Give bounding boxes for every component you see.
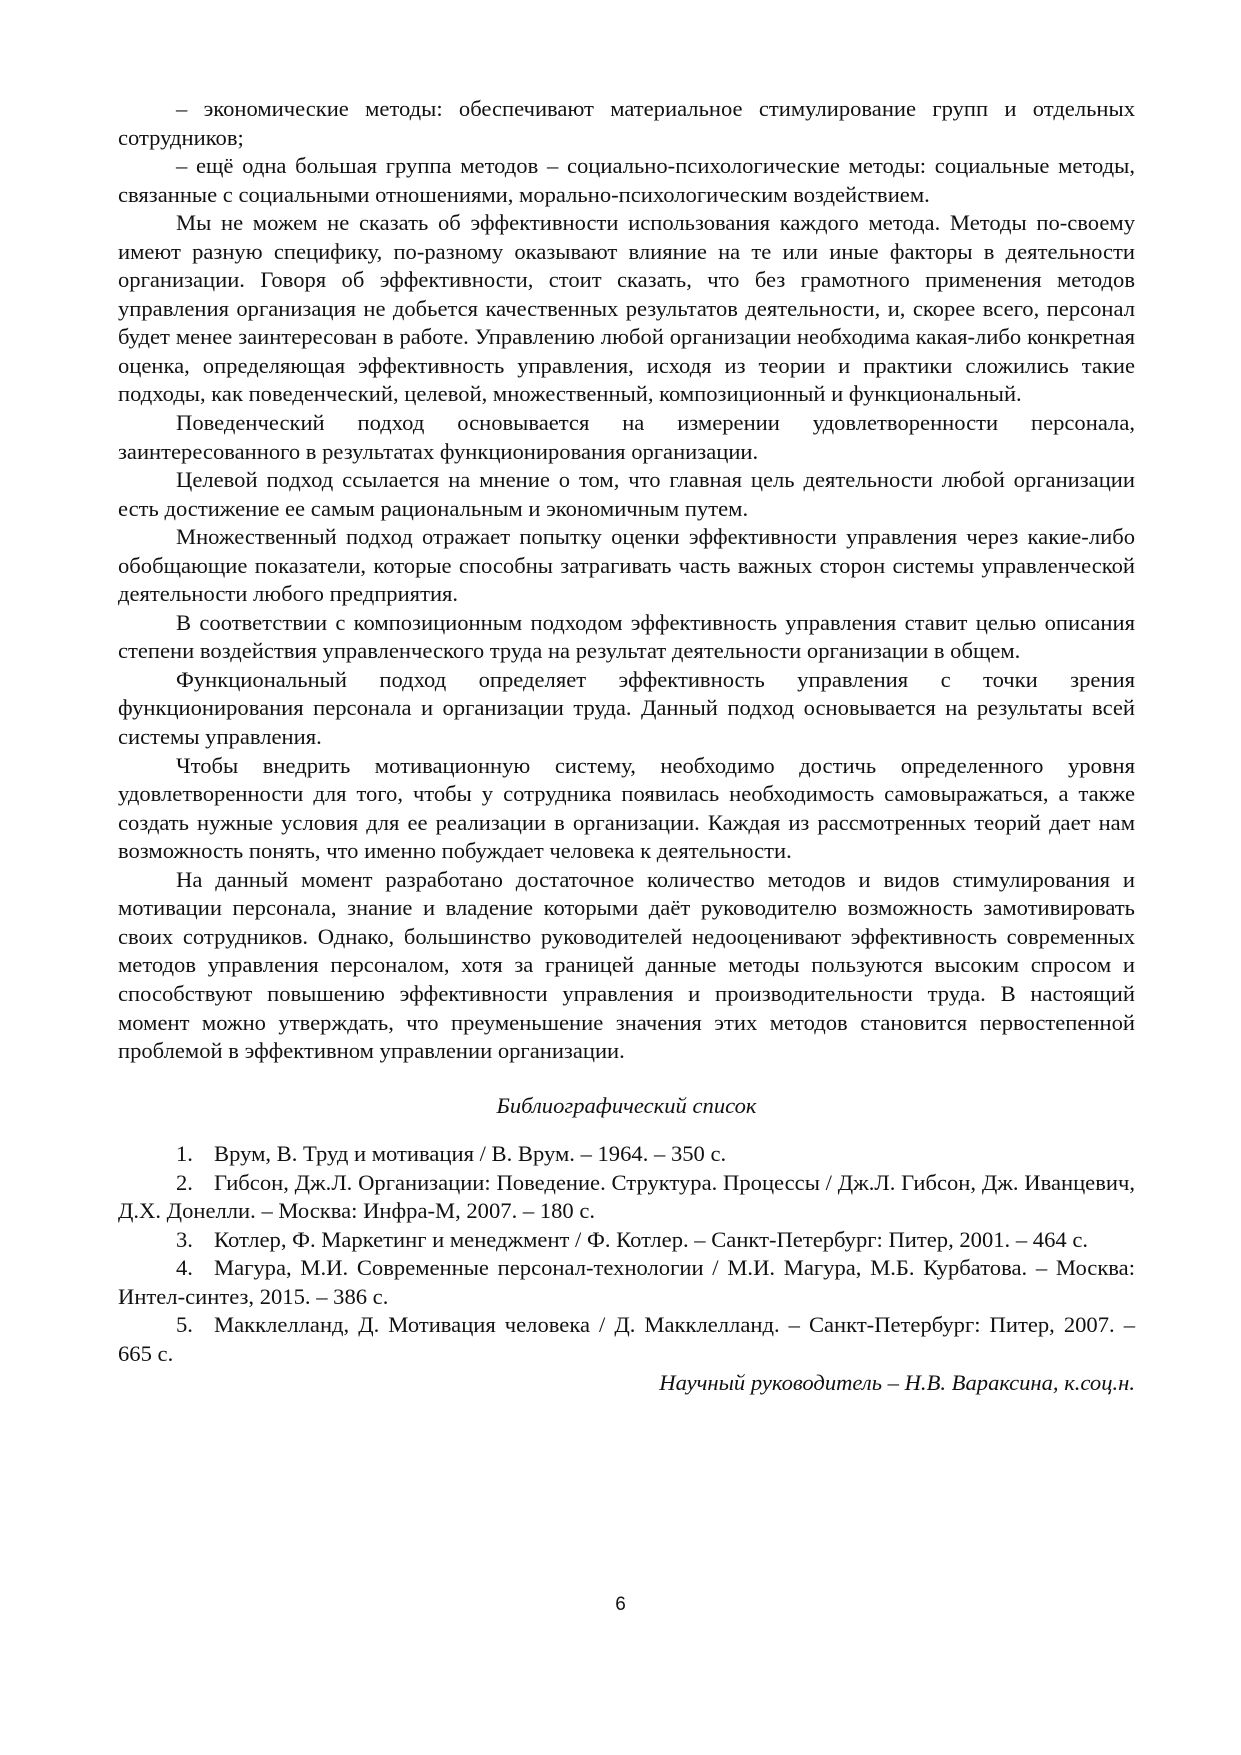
bibliography-list	[118, 1140, 1135, 1368]
bibliography-item-number: 5.	[176, 1312, 193, 1338]
paragraph-behavioral-approach: Поведенческий подход основывается на измерении удовлетворенности персонала, заинтересованного в результатах функционирования организации.	[118, 410, 1135, 464]
paragraph-compositional-approach: В соответствии с композиционным подходом эффективность управления ставит целью описания степени воздействия управленческого труда на результат деятельности организации в общем.	[118, 609, 1135, 664]
bibliography-item-number: 2.	[176, 1169, 193, 1195]
bibliography-item-text: Макклелланд, Д. Мотивация человека / Д. Макклелланд. – Санкт-Петербург: Питер, 2007. – 665 с.	[118, 1312, 1135, 1366]
bibliography-item-text: Магура, М.И. Современные персонал-технологии / М.И. Магура, М.Б. Курбатова. – Москва: Интел-синтез, 2015. – 386 с.	[118, 1255, 1135, 1309]
bibliography-item-text: Котлер, Ф. Маркетинг и менеджмент / Ф. Котлер. – Санкт-Петербург: Питер, 2001. – 464 с.	[214, 1226, 1089, 1252]
scientific-supervisor: Научный руководитель – Н.В. Вараксина, к.соц.н.	[659, 1369, 1135, 1395]
paragraph-target-approach: Целевой подход ссылается на мнение о том, что главная цель деятельности любой организации есть достижение ее самым рациональным и экономичным путем.	[118, 467, 1135, 521]
page-number: 6	[615, 1594, 626, 1615]
bibliography-item-number: 1.	[176, 1141, 193, 1167]
bibliography-item	[118, 1311, 1135, 1368]
bibliography-title: Библиографический список	[496, 1092, 757, 1118]
paragraph-economic-methods: – экономические методы: обеспечивают материальное стимулирование групп и отдельных сотрудников;	[118, 96, 1135, 150]
bibliography-item	[118, 1169, 1135, 1226]
bibliography-item-text: Гибсон, Дж.Л. Организации: Поведение. Структура. Процессы / Дж.Л. Гибсон, Дж. Иванцевич, Д.Х. Донелли. – Москва: Инфра-М, 2007. – 180 с.	[118, 1169, 1135, 1224]
paragraph-functional-approach: Функциональный подход определяет эффективность управления с точки зрения функционирования персонала и организации труда. Данный подход основывается на результаты всей системы управления.	[118, 666, 1135, 750]
paragraph-conclusion: На данный момент разработано достаточное количество методов и видов стимулирования и мотивации персонала, знание и владение которыми даёт руководителю возможность замотивировать своих сотрудников. Однако, большинство руководителей недооценивают эффективность современных методов управления персоналом, хотя за границей данные методы пользуются высоким спросом и способствуют повышению эффективности управления и производительности труда. В настоящий момент можно утверждать, что преуменьшение значения этих методов становится первостепенной проблемой в эффективном управлении организации.	[118, 866, 1135, 1064]
bibliography-item	[118, 1140, 1135, 1169]
paragraph-social-psychological-methods: – ещё одна большая группа методов – социально-психологические методы: социальные методы, связанные с социальными отношениями, морально-психологическим воздействием.	[118, 153, 1135, 207]
paragraph-motivation-system: Чтобы внедрить мотивационную систему, необходимо достичь определенного уровня удовлетворенности для того, чтобы у сотрудника появилась необходимость самовыражаться, а также создать нужные условия для ее реализации в организации. Каждая из рассмотренных теорий дает нам возможность понять, что именно побуждает человека к деятельности.	[118, 752, 1135, 864]
bibliography-item-text: Врум, В. Труд и мотивация / В. Врум. – 1964. – 350 с.	[214, 1141, 727, 1167]
paragraph-method-effectiveness: Мы не можем не сказать об эффективности использования каждого метода. Методы по-своему имеют разную специфику, по-разному оказывают влияние на те или иные факторы в деятельности организации. Говоря об эффективности, стоит сказать, что без грамотного применения методов управления организация не добьется качественных результатов деятельности, и, скорее всего, персонал будет менее заинтересован в работе. Управлению любой организации необходима какая-либо конкретная оценка, определяющая эффективность управления, исходя из теории и практики сложились такие подходы, как поведенческий, целевой, множественный, композиционный и функциональный.	[118, 210, 1135, 407]
paragraph-multiple-approach: Множественный подход отражает попытку оценки эффективности управления через какие-либо обобщающие показатели, которые способны затрагивать часть важных сторон системы управленческой деятельности любого предприятия.	[118, 524, 1135, 607]
page-content	[118, 95, 1135, 1397]
bibliography-item	[118, 1226, 1135, 1255]
bibliography-item	[118, 1254, 1135, 1311]
bibliography-item-number: 4.	[176, 1255, 193, 1281]
bibliography-item-number: 3.	[176, 1226, 193, 1252]
